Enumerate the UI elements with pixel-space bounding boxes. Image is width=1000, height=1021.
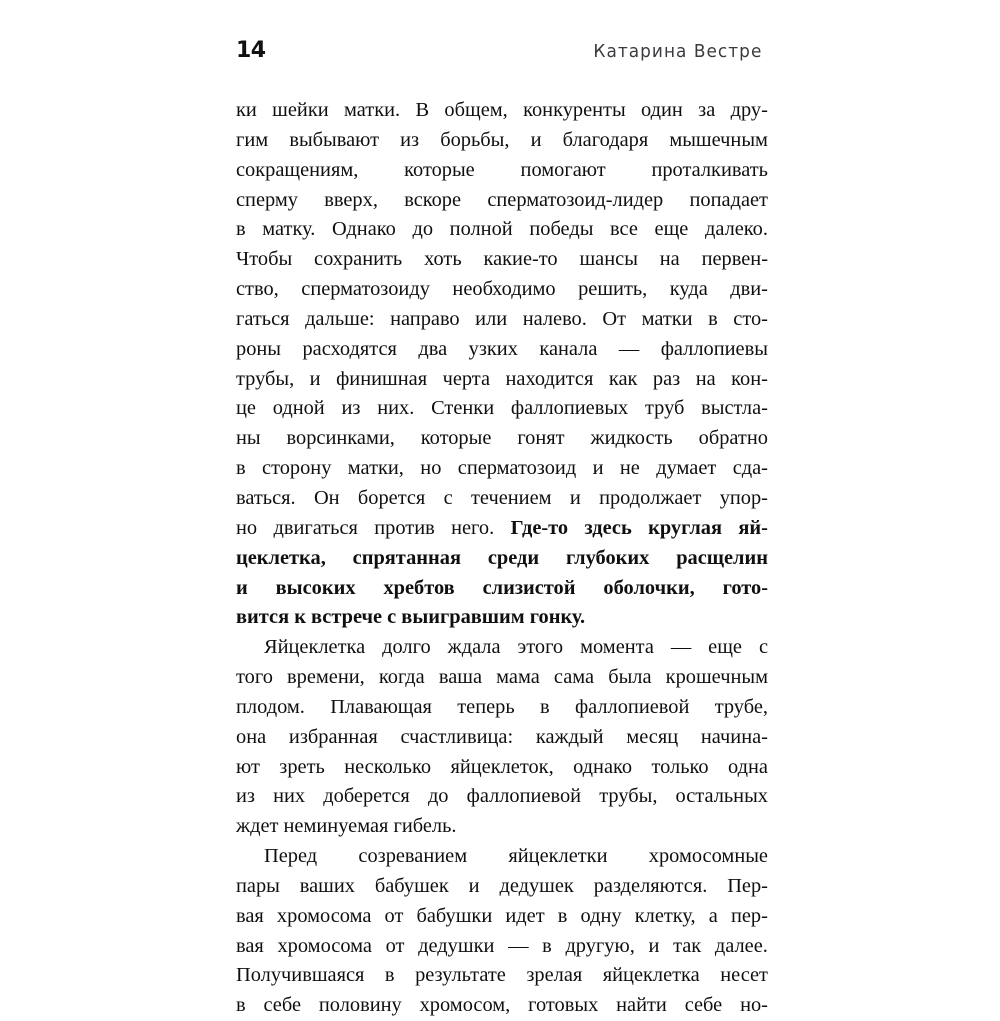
word: — (670, 636, 692, 659)
page-number: 14 (236, 38, 266, 63)
word: а (708, 904, 718, 927)
word: помогают (520, 158, 606, 181)
word: одной (272, 397, 325, 420)
text-line (236, 424, 768, 454)
word: однако (573, 755, 633, 778)
word: далее. (714, 934, 768, 957)
word: только (651, 755, 709, 778)
word: матки. (344, 99, 401, 121)
word: матки (641, 307, 693, 330)
text-line (236, 454, 768, 484)
word: в (384, 964, 395, 987)
word: и (468, 874, 480, 897)
word: доберется (323, 785, 410, 808)
word: спрятанная (352, 546, 461, 569)
word: ваться. (236, 486, 296, 509)
word: От (602, 307, 627, 330)
word: слизистой (482, 576, 576, 599)
text-line (236, 365, 768, 395)
word: — (618, 337, 640, 360)
word: выбывают (289, 128, 379, 151)
word: далеко. (704, 218, 768, 241)
word: клетку, (634, 904, 696, 927)
word: еще (708, 636, 742, 659)
word: упор- (719, 486, 768, 509)
word: когда (378, 666, 425, 689)
word: высоких (275, 576, 356, 599)
text-line (236, 215, 768, 245)
word: налево. (522, 307, 587, 330)
word: как (608, 367, 638, 390)
running-head (236, 40, 768, 72)
word: с (758, 636, 768, 659)
word: дру- (730, 99, 768, 121)
word: вая (236, 904, 264, 927)
text-line (236, 156, 768, 186)
word: два (418, 337, 448, 360)
word: одна (727, 755, 768, 778)
text-line (236, 544, 768, 574)
word: каждый (535, 725, 604, 748)
word: жидкость (590, 427, 673, 450)
word: обратно (698, 427, 768, 450)
word: труб (645, 397, 685, 420)
word: но (420, 457, 442, 480)
text-line (236, 394, 768, 424)
word: она (236, 725, 267, 748)
word: мышечным (669, 128, 768, 151)
word: них. (377, 397, 415, 420)
word: и (592, 457, 604, 480)
word: раз (652, 367, 681, 390)
word: выстла- (701, 397, 768, 420)
word: плодом. (236, 695, 305, 718)
word: зрелая (526, 964, 583, 987)
word: на (695, 367, 716, 390)
word: времени, (287, 666, 365, 689)
text-line (236, 96, 768, 126)
word: хромосом, (419, 994, 511, 1017)
word: крошечным (665, 666, 768, 689)
word: и (569, 486, 581, 509)
word: Однако (331, 218, 396, 241)
word: Плавающая (330, 695, 432, 718)
author-name: Катарина Вестре (593, 41, 763, 62)
word: двигаться (273, 516, 358, 539)
text-line (236, 902, 768, 932)
word: проталкивать (651, 158, 768, 181)
word: находится (505, 367, 594, 390)
text-line (236, 335, 768, 365)
word: ждала (447, 636, 501, 659)
word: ство, (236, 278, 279, 301)
word: дальше: (305, 307, 375, 330)
text-line (236, 961, 768, 991)
word: роны (236, 337, 282, 360)
word: яйцеклетка (602, 964, 700, 987)
word: Где-то (510, 516, 569, 539)
word: месяц (626, 725, 679, 748)
word: в (708, 307, 718, 330)
word: идет (505, 904, 545, 927)
word: черта (442, 367, 491, 390)
word: борьбы, (440, 128, 510, 151)
word: хоть (424, 248, 462, 271)
text-line (236, 514, 768, 544)
text-line (236, 932, 768, 962)
word: попадает (689, 188, 768, 211)
word: несет (720, 964, 768, 987)
word: победы (529, 218, 594, 241)
word: Он (313, 486, 340, 509)
text-line: вится к встрече с выигравшим гонку. (236, 606, 586, 629)
word: расходятся (302, 337, 397, 360)
word: Чтобы (236, 248, 293, 271)
text-line (236, 305, 768, 335)
word: це (236, 397, 256, 420)
word: ют (236, 755, 260, 778)
word: сохранить (314, 248, 403, 271)
word: в (236, 218, 246, 241)
word: яйцеклетки (508, 845, 608, 868)
word: ны (236, 427, 261, 450)
word: вскоре (404, 188, 462, 211)
word: остальных (675, 785, 768, 808)
word: ворсинками, (286, 427, 395, 450)
word: гим (236, 128, 269, 151)
text-line (236, 842, 768, 872)
word: готовых (528, 994, 599, 1017)
word: избранная (288, 725, 378, 748)
word: узких (468, 337, 518, 360)
word: Перед (264, 845, 318, 868)
word: направо (390, 307, 460, 330)
word: фаллопиевых (510, 397, 629, 420)
word: того (236, 666, 273, 689)
word: бабушек (374, 874, 449, 897)
word: хромосома (276, 904, 372, 927)
word: в (236, 457, 246, 480)
word: хромосома (277, 934, 372, 957)
word: общем, (444, 99, 508, 121)
word: необходимо (452, 278, 556, 301)
word: куда (669, 278, 708, 301)
word: матку. (262, 218, 316, 241)
word: среди (487, 546, 540, 569)
word: или (475, 307, 508, 330)
word: Получившаяся (236, 964, 365, 987)
word: из (341, 397, 361, 420)
word: несколько (344, 755, 432, 778)
text-line (236, 782, 768, 812)
word: но (236, 516, 258, 539)
word: в (539, 695, 550, 718)
word: ваша (438, 666, 483, 689)
word: другую, (565, 934, 635, 957)
word: одну (580, 904, 622, 927)
word: продолжает (599, 486, 702, 509)
word: хребтов (383, 576, 455, 599)
word: какие-то (483, 248, 558, 271)
word: трубы, (599, 785, 658, 808)
word: гото- (722, 576, 768, 599)
word: пары (236, 874, 280, 897)
word: первен- (701, 248, 768, 271)
word: Яйцеклетка (264, 636, 366, 659)
word: из (400, 128, 420, 151)
text-line (236, 126, 768, 156)
word: фаллопиевы (660, 337, 768, 360)
word: сторону (262, 457, 332, 480)
word: от (384, 904, 404, 927)
word: сто- (733, 307, 768, 330)
word: зреть (279, 755, 325, 778)
word: благодаря (562, 128, 649, 151)
word: в (557, 904, 568, 927)
text-line (236, 753, 768, 783)
word: Стенки (431, 397, 495, 420)
text-line (236, 245, 768, 275)
word: которые (420, 427, 492, 450)
word: хромосомные (648, 845, 768, 868)
word: яй- (738, 516, 768, 539)
word: решить, (578, 278, 648, 301)
word: В (415, 99, 430, 121)
word: сперматозоид (457, 457, 577, 480)
word: сперму (236, 188, 298, 211)
word: сда- (732, 457, 768, 480)
word: конкуренты (523, 99, 626, 121)
word: разделяются. (593, 874, 708, 897)
word: и (648, 934, 660, 957)
word: из (236, 785, 255, 808)
word: себе (684, 994, 723, 1017)
word: борется (357, 486, 426, 509)
word: счастливица: (400, 725, 514, 748)
word: в (542, 934, 552, 957)
body-text-block (236, 96, 768, 1021)
text-line (236, 872, 768, 902)
text-line (236, 484, 768, 514)
word: была (608, 666, 652, 689)
word: гаться (236, 307, 290, 330)
word: полной (449, 218, 513, 241)
word: канала (539, 337, 598, 360)
text-line (236, 574, 768, 604)
word: них (273, 785, 306, 808)
text-line: ждет неминуемая гибель. (236, 815, 457, 838)
word: матки, (347, 457, 404, 480)
word: круглая (648, 516, 722, 539)
word: сокращениям, (236, 158, 359, 181)
word: и (309, 367, 321, 390)
word: расщелин (676, 546, 768, 569)
word: оболочки, (603, 576, 695, 599)
word: думает (656, 457, 717, 480)
text-line (236, 723, 768, 753)
word: фаллопиевой (574, 695, 690, 718)
word: течением (470, 486, 552, 509)
word: до (412, 218, 434, 241)
text-line (236, 275, 768, 305)
word: дедушки (418, 934, 495, 957)
word: не (619, 457, 640, 480)
word: — (508, 934, 529, 957)
word: на (659, 248, 680, 271)
text-line (236, 663, 768, 693)
word: созреванием (358, 845, 468, 868)
word: найти (616, 994, 667, 1017)
word: и (236, 576, 248, 599)
word: результате (415, 964, 506, 987)
word: себе (263, 994, 302, 1017)
word: сама (553, 666, 595, 689)
word: теперь (457, 695, 515, 718)
word: Пер- (727, 874, 768, 897)
word: но- (740, 994, 768, 1017)
word: сперматозоиду (301, 278, 430, 301)
word: от (385, 934, 405, 957)
word: цеклетка, (236, 546, 326, 569)
word: и (530, 128, 542, 151)
word: ки (236, 99, 257, 121)
word: трубы, (236, 367, 295, 390)
text-line (236, 186, 768, 216)
word: кон- (731, 367, 768, 390)
word: гонят (517, 427, 565, 450)
word: бабушки (416, 904, 493, 927)
text-line (236, 991, 768, 1021)
word: один (641, 99, 683, 121)
word: до (427, 785, 449, 808)
text-line (236, 693, 768, 723)
word: дви- (730, 278, 768, 301)
word: дедушек (499, 874, 574, 897)
word: сперматозоид-лидер (487, 188, 664, 211)
word: против (374, 516, 435, 539)
word: глубоких (565, 546, 650, 569)
text-line (236, 633, 768, 663)
word: мама (496, 666, 540, 689)
word: которые (404, 158, 475, 181)
word: ваших (299, 874, 355, 897)
word: шансы (579, 248, 638, 271)
word: финишная (336, 367, 428, 390)
word: него. (451, 516, 495, 539)
word: яйцеклеток, (450, 755, 554, 778)
word: шейки (272, 99, 329, 121)
word: в (236, 994, 246, 1017)
word: половину (318, 994, 402, 1017)
word: здесь (584, 516, 632, 539)
word: еще (654, 218, 689, 241)
word: все (610, 218, 638, 241)
word: за (698, 99, 716, 121)
word: долго (382, 636, 431, 659)
word: вая (236, 934, 264, 957)
word: пер- (730, 904, 768, 927)
word: так (673, 934, 702, 957)
word: момента (580, 636, 654, 659)
word: вверх, (324, 188, 378, 211)
word: трубе, (714, 695, 768, 718)
word: фаллопиевой (466, 785, 582, 808)
word: с (443, 486, 453, 509)
word: начина- (700, 725, 768, 748)
word: этого (517, 636, 564, 659)
